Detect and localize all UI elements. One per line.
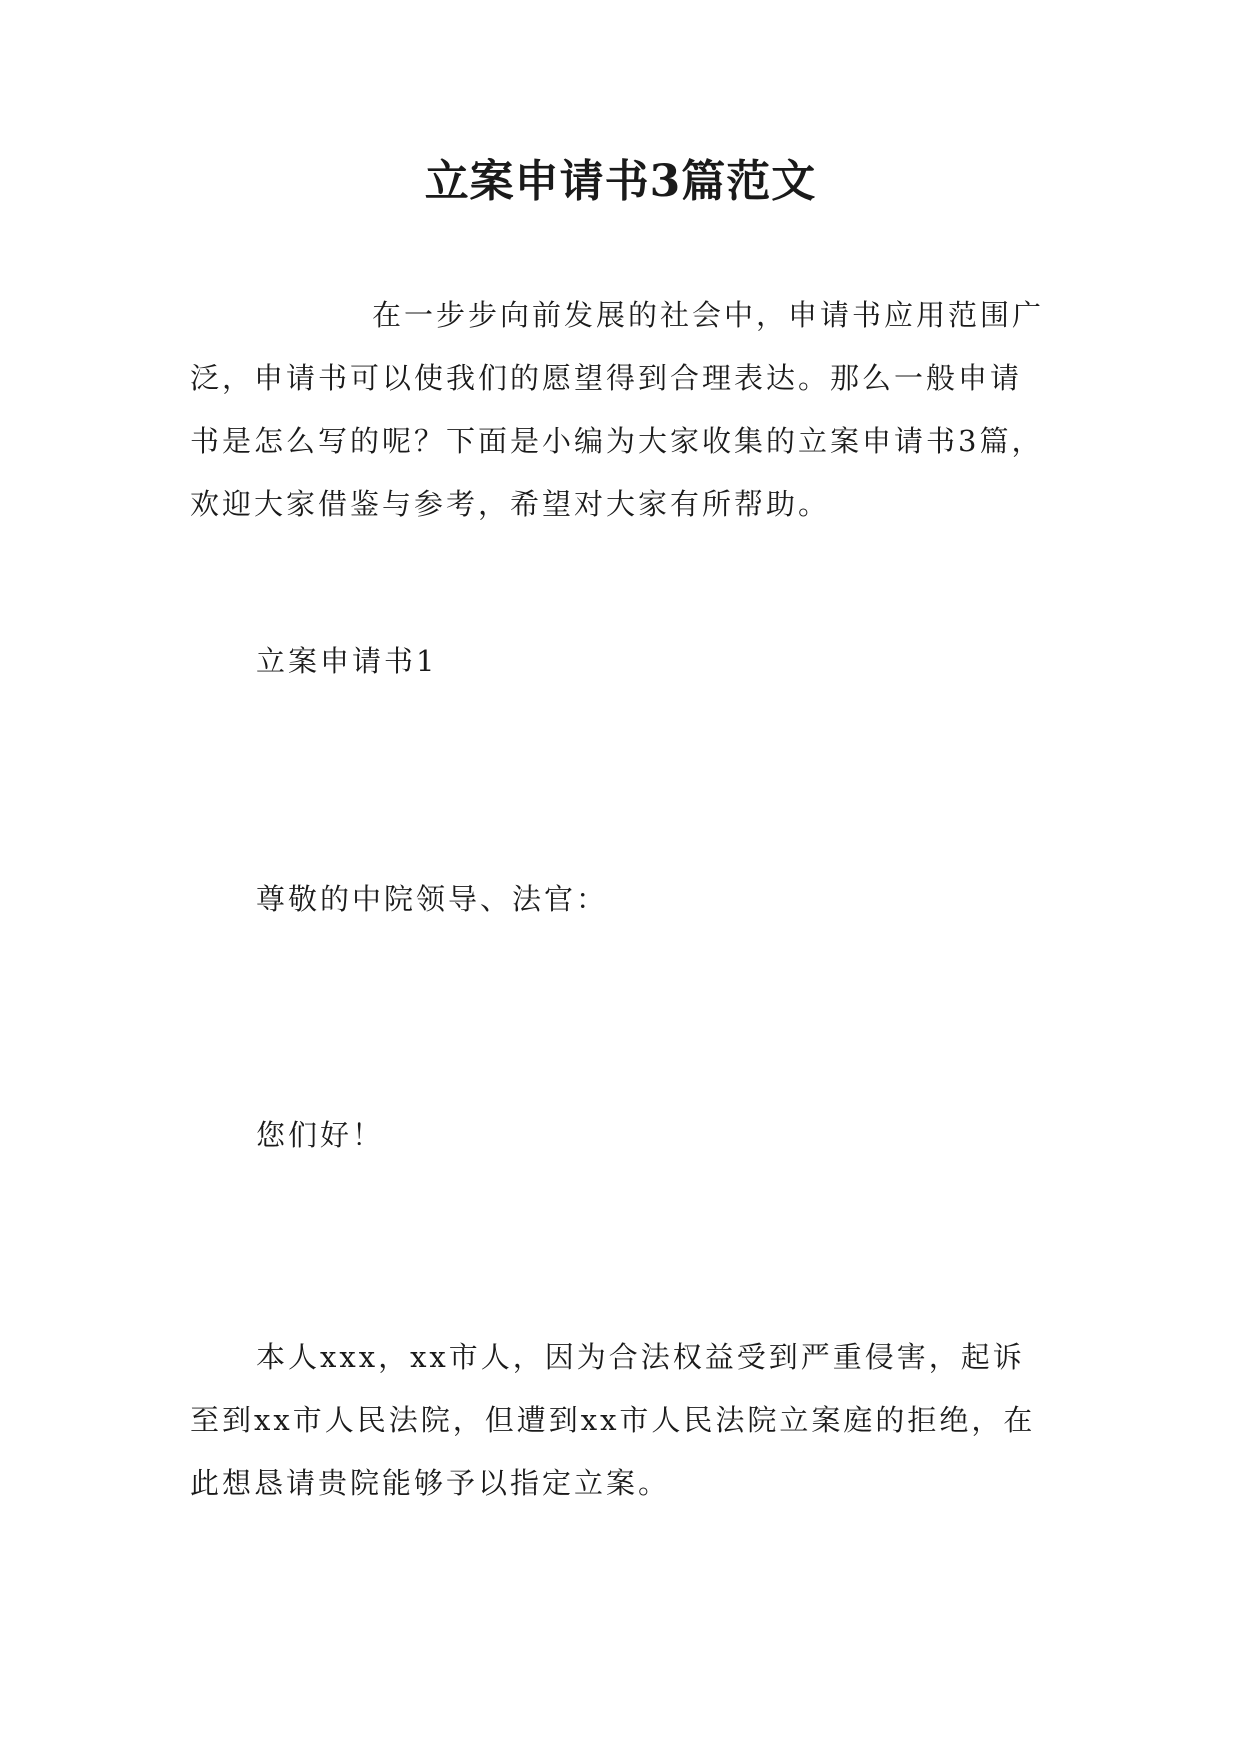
salutation-line: 尊敬的中院领导、法官： [256,882,609,916]
section-heading: 立案申请书1 [256,644,438,678]
intro-paragraph: 在一步步向前发展的社会中，申请书应用范围广泛，申请书可以使我们的愿望得到合理表达。那么一般申请书是怎么写的呢？下面是小编为大家收集的立案申请书3篇，欢迎大家借鉴与参考，希望对大家有所帮助。 [190,298,1045,521]
document-title: 立案申请书3篇范文 [424,156,817,207]
greeting-line: 您们好！ [256,1118,385,1152]
body-paragraph: 本人xxx，xx市人，因为合法权益受到严重侵害，起诉至到xx市人民法院，但遭到xx市人民法院立案庭的拒绝，在此想恳请贵院能够予以指定立案。 [190,1340,1036,1500]
